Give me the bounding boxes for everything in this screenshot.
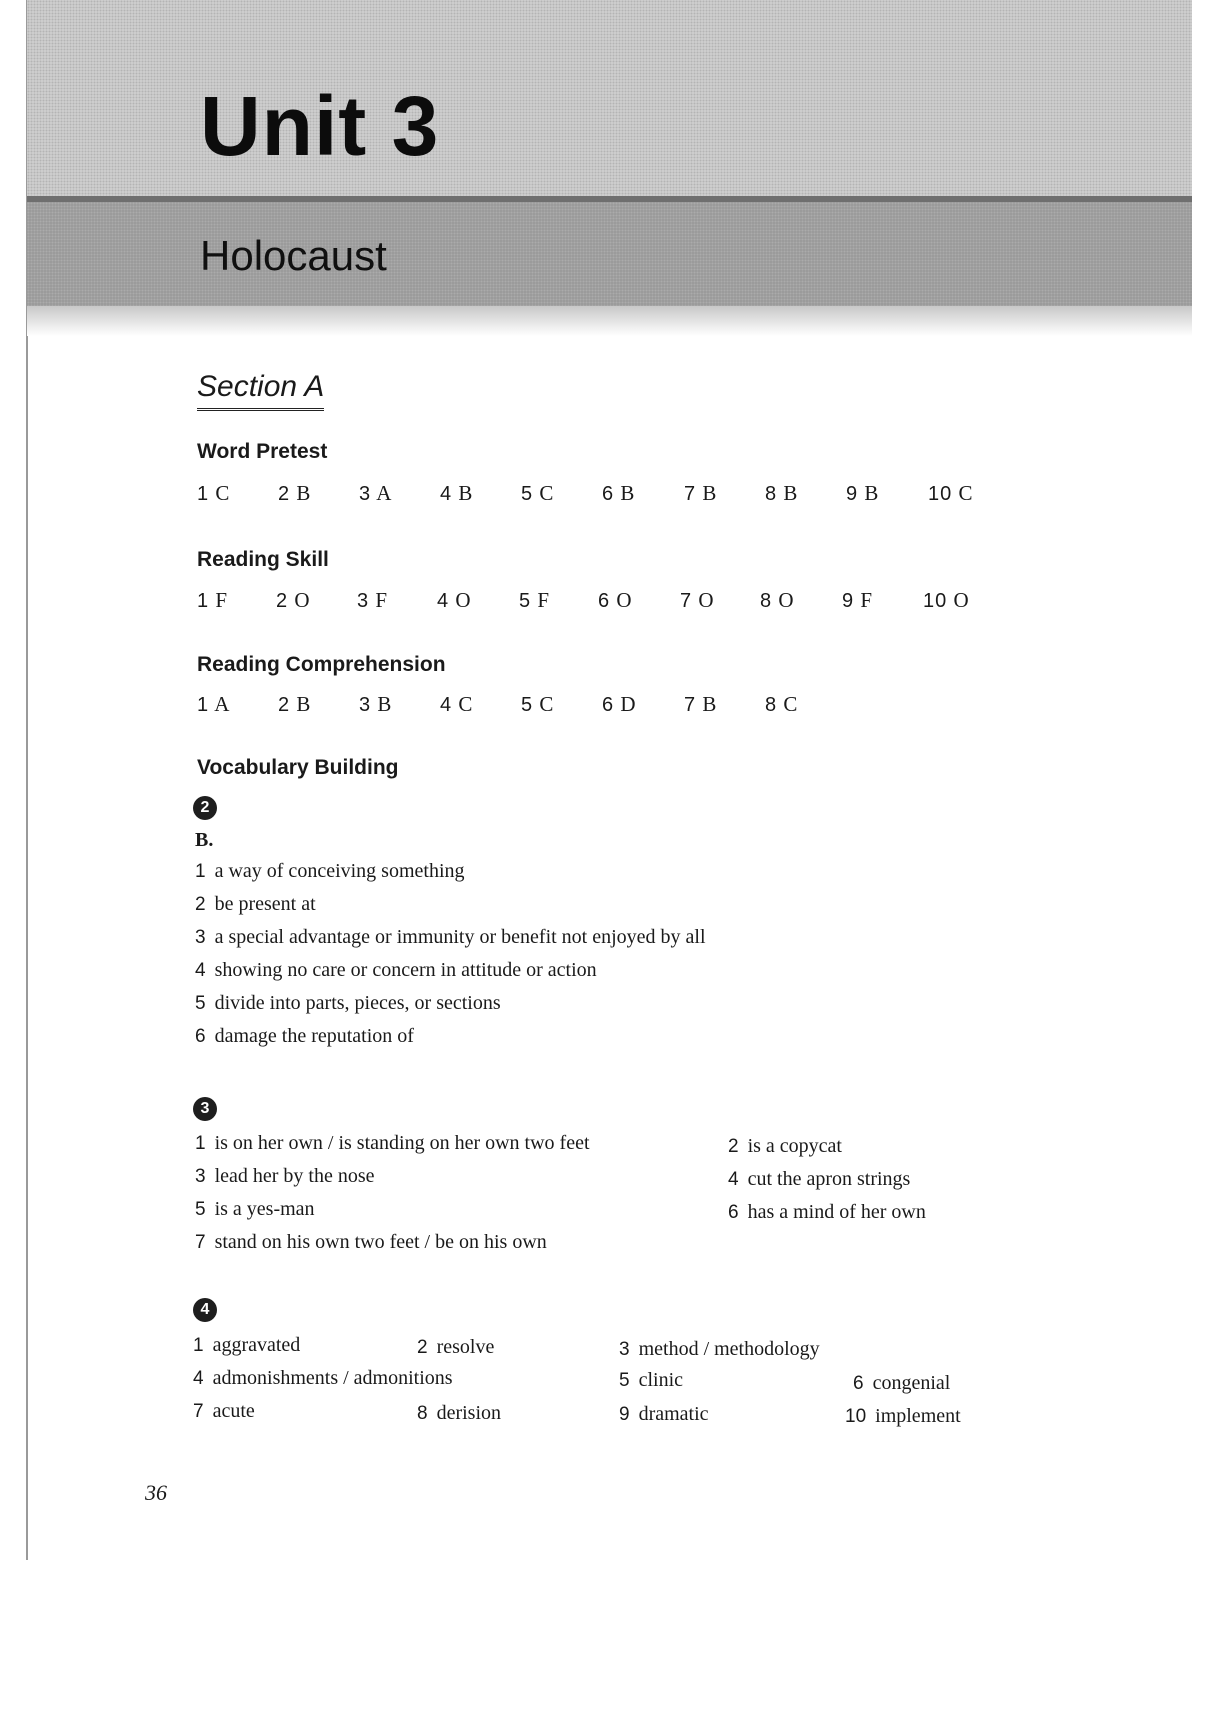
list-item: 7 acute — [193, 1400, 255, 1422]
list-item: 3 a special advantage or immunity or benefit not enjoyed by all — [195, 926, 706, 948]
list-item: 2 is a copycat — [728, 1135, 842, 1157]
exercise-2-sublabel: B. — [195, 829, 214, 851]
word-pretest-heading: Word Pretest — [197, 440, 328, 463]
list-item: 8 derision — [417, 1402, 502, 1424]
list-item: 4 showing no care or concern in attitude or action — [195, 959, 597, 981]
list-item: 2 resolve — [417, 1336, 495, 1358]
list-item: 3 method / methodology — [619, 1338, 820, 1360]
reading-comprehension-heading: Reading Comprehension — [197, 653, 446, 676]
unit-title: Unit 3 — [200, 79, 440, 173]
answer-item: 1 C — [197, 481, 231, 505]
answer-item: 8 B — [765, 481, 799, 505]
answer-item: 4 C — [440, 692, 474, 716]
list-item: 5 is a yes-man — [195, 1198, 315, 1220]
reading-skill-heading: Reading Skill — [197, 548, 329, 571]
list-item: 7 stand on his own two feet / be on his own — [195, 1231, 547, 1253]
unit-subtitle: Holocaust — [200, 232, 387, 279]
answer-item: 7 B — [684, 692, 718, 716]
answer-item: 2 O — [276, 588, 311, 612]
banner-fade — [27, 306, 1192, 336]
list-item: 9 dramatic — [619, 1403, 709, 1425]
list-item: 4 cut the apron strings — [728, 1168, 911, 1190]
answer-item: 5 C — [521, 692, 555, 716]
answer-item: 6 D — [602, 692, 637, 716]
list-item: 6 congenial — [853, 1372, 951, 1394]
list-item: 6 has a mind of her own — [728, 1201, 926, 1223]
list-item: 5 clinic — [619, 1369, 684, 1391]
vocabulary-building-heading: Vocabulary Building — [197, 756, 399, 779]
answer-item: 7 O — [680, 588, 715, 612]
answer-item: 8 C — [765, 692, 799, 716]
exercise-2-marker: 2 — [193, 796, 217, 820]
answer-item: 2 B — [278, 692, 312, 716]
list-item: 1 aggravated — [193, 1334, 301, 1356]
answer-item: 9 F — [842, 588, 874, 612]
list-item: 5 divide into parts, pieces, or sections — [195, 992, 501, 1014]
answer-item: 9 B — [846, 481, 880, 505]
answer-item: 8 O — [760, 588, 795, 612]
word-pretest-answers — [197, 481, 997, 511]
list-item: 3 lead her by the nose — [195, 1165, 375, 1187]
reading-skill-answers — [197, 588, 997, 618]
exercise-4-marker: 4 — [193, 1298, 217, 1322]
list-item: 2 be present at — [195, 893, 316, 915]
answer-item: 1 A — [197, 692, 231, 716]
answer-item: 10 C — [928, 481, 974, 505]
answer-item: 5 C — [521, 481, 555, 505]
answer-item: 3 B — [359, 692, 393, 716]
section-title: Section A — [197, 370, 324, 411]
answer-item: 6 O — [598, 588, 633, 612]
answer-item: 3 F — [357, 588, 389, 612]
list-item: 4 admonishments / admonitions — [193, 1367, 453, 1389]
answer-item: 4 O — [437, 588, 472, 612]
answer-item: 2 B — [278, 481, 312, 505]
exercise-3-marker: 3 — [193, 1097, 217, 1121]
page-number: 36 — [145, 1480, 167, 1505]
list-item: 1 a way of conceiving something — [195, 860, 465, 882]
answer-item: 4 B — [440, 481, 474, 505]
answer-item: 3 A — [359, 481, 393, 505]
list-item: 1 is on her own / is standing on her own two feet — [195, 1132, 590, 1154]
answer-item: 10 O — [923, 588, 970, 612]
answer-item: 1 F — [197, 588, 229, 612]
reading-comprehension-answers — [197, 692, 997, 722]
answer-item: 7 B — [684, 481, 718, 505]
list-item: 10 implement — [845, 1405, 961, 1427]
answer-item: 6 B — [602, 481, 636, 505]
list-item: 6 damage the reputation of — [195, 1025, 414, 1047]
answer-item: 5 F — [519, 588, 551, 612]
